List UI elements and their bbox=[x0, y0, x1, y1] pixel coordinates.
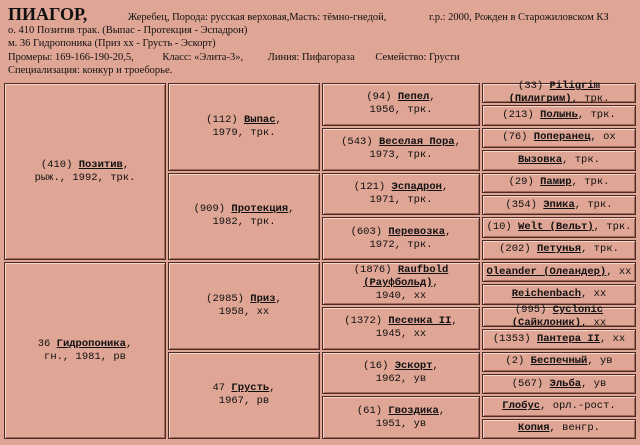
ancestor-name: Памир bbox=[540, 176, 572, 189]
ancestor-id: (76) bbox=[502, 131, 528, 144]
ancestor-name: Копия bbox=[518, 422, 550, 435]
ancestor-id: (543) bbox=[341, 136, 373, 149]
ancestor-id: (995) bbox=[514, 303, 547, 316]
horse-breed-info: Жеребец, Порода: русская верховая,Масть: тёмно-гнедой, bbox=[127, 12, 387, 23]
ancestor-name: Беспечный bbox=[530, 355, 588, 368]
ancestor-id: (33) bbox=[518, 80, 544, 93]
ancestor-id: (410) bbox=[40, 158, 73, 171]
specialization: Специализация: конкур и троеборье. bbox=[8, 65, 173, 77]
ancestor-gen3-2[interactable] bbox=[322, 173, 480, 216]
ancestor-id: (16) bbox=[363, 359, 389, 372]
ancestor-info: , ох bbox=[590, 131, 616, 144]
name-suffix: , bbox=[432, 359, 439, 372]
ancestor-info: 1962, ув bbox=[375, 372, 427, 385]
ancestor-name: Приз bbox=[250, 292, 276, 305]
ancestor-info: 1971, трк. bbox=[369, 193, 433, 206]
pedigree-header bbox=[8, 4, 636, 78]
ancestor-info: , ув bbox=[587, 355, 613, 368]
ancestor-name: Глобус bbox=[502, 399, 541, 412]
ancestor-info: 1956, трк. bbox=[369, 104, 433, 117]
ancestor-info: , трк. bbox=[562, 153, 600, 166]
ancestor-gen2-2[interactable] bbox=[168, 262, 320, 350]
ancestor-info: , трк. bbox=[571, 93, 610, 106]
ancestor-info: 1940, хх bbox=[375, 289, 427, 302]
ancestor-info: , трк. bbox=[581, 243, 619, 256]
ancestor-info: 1958, хх bbox=[218, 305, 270, 318]
ancestor-id: (29) bbox=[508, 176, 534, 189]
name-suffix: , bbox=[432, 276, 439, 289]
ancestor-info: 1973, трк. bbox=[369, 149, 433, 162]
ancestor-info: гн., 1981, рв bbox=[44, 350, 126, 363]
ancestor-gen3-6[interactable] bbox=[322, 352, 480, 395]
ancestor-name: Oleander (Олеандер) bbox=[486, 265, 607, 278]
name-suffix: , bbox=[445, 225, 452, 238]
ancestor-gen2-0[interactable] bbox=[168, 83, 320, 171]
ancestor-name: Перевозка bbox=[388, 225, 446, 238]
ancestor-gen3-5[interactable] bbox=[322, 307, 480, 350]
ancestor-name: Эпика bbox=[543, 198, 575, 211]
ancestor-name: Грусть bbox=[231, 382, 270, 395]
ancestor-name: Эскорт bbox=[394, 359, 433, 372]
ancestor-id: (94) bbox=[366, 91, 392, 104]
ancestor-id: (202) bbox=[499, 243, 531, 256]
ancestor-name: Гвоздика bbox=[388, 404, 439, 417]
ancestor-gen3-7[interactable] bbox=[322, 396, 480, 439]
ancestor-gen3-3[interactable] bbox=[322, 217, 480, 260]
name-suffix: , bbox=[122, 158, 130, 171]
name-suffix: , bbox=[429, 91, 436, 104]
ancestor-id: (567) bbox=[511, 377, 544, 390]
ancestor-gen3-0[interactable] bbox=[322, 83, 480, 126]
family-label: Семейство: Грусти bbox=[375, 51, 460, 63]
horse-name: ПИАГОР, bbox=[8, 4, 88, 24]
ancestor-info: , хх bbox=[599, 332, 626, 345]
ancestor-info: 1945, хх bbox=[375, 328, 427, 341]
ancestor-gen4-1[interactable] bbox=[482, 105, 636, 125]
ancestor-name: Поперанец bbox=[533, 131, 591, 144]
lineage-label: Линия: Пифагораза bbox=[267, 51, 355, 63]
class-label: Класс: «Элита-3», bbox=[162, 51, 244, 63]
ancestor-id: (603) bbox=[350, 225, 383, 238]
ancestor-name: Вызовка bbox=[518, 153, 563, 166]
ancestor-gen4-15[interactable] bbox=[482, 419, 636, 439]
ancestor-gen4-12[interactable] bbox=[482, 352, 636, 372]
ancestor-info: , трк. bbox=[571, 176, 610, 189]
ancestor-name: Raufbold (Рауфбольд) bbox=[363, 263, 449, 289]
ancestor-gen4-14[interactable] bbox=[482, 396, 636, 416]
ancestor-info: 1979, трк. bbox=[212, 126, 276, 139]
ancestor-gen4-0[interactable] bbox=[482, 80, 636, 106]
ancestor-id: (213) bbox=[502, 109, 534, 122]
sire-line: о. 410 Позитив трак. (Выпас - Протекция - Эспадрон) bbox=[8, 25, 248, 36]
ancestor-gen4-5[interactable] bbox=[482, 195, 636, 215]
ancestor-name: Эспадрон bbox=[391, 180, 442, 193]
ancestor-id: (121) bbox=[353, 180, 386, 193]
name-suffix: , bbox=[269, 382, 276, 395]
ancestor-id: (1876) bbox=[353, 263, 392, 276]
ancestor-id: (354) bbox=[505, 198, 537, 211]
name-suffix: , bbox=[451, 315, 458, 328]
ancestor-name: Welt (Вельт) bbox=[518, 220, 594, 233]
ancestor-name: Песенка II bbox=[388, 315, 452, 328]
ancestor-gen4-2[interactable] bbox=[482, 128, 636, 148]
ancestor-name: Веселая Пора bbox=[378, 136, 455, 149]
ancestor-gen4-13[interactable] bbox=[482, 374, 636, 394]
ancestor-name: Полынь bbox=[540, 109, 578, 122]
ancestor-id: (2) bbox=[505, 355, 525, 368]
ancestor-info: 1951, ув bbox=[375, 417, 427, 430]
ancestor-name: Пантера II bbox=[536, 332, 600, 345]
name-suffix: , bbox=[125, 337, 133, 350]
ancestor-gen4-4[interactable] bbox=[482, 173, 636, 193]
ancestor-gen4-3[interactable] bbox=[482, 150, 636, 170]
ancestor-info: , венгр. bbox=[549, 422, 600, 435]
ancestor-info: , трк. bbox=[574, 198, 613, 211]
name-suffix: , bbox=[441, 180, 449, 193]
ancestor-name: Петунья bbox=[536, 243, 582, 256]
ancestor-gen4-6[interactable] bbox=[482, 217, 636, 237]
ancestor-info: , ув bbox=[581, 377, 607, 390]
ancestor-id: (2985) bbox=[206, 292, 244, 305]
ancestor-name: Пепел bbox=[397, 91, 430, 104]
ancestor-gen2-1[interactable] bbox=[168, 173, 320, 261]
ancestor-info: , трк. bbox=[593, 220, 632, 233]
ancestor-id: (1372) bbox=[344, 315, 383, 328]
ancestor-gen3-4[interactable] bbox=[322, 262, 480, 305]
ancestor-name: Reichenbach bbox=[511, 288, 582, 301]
ancestor-id: 36 bbox=[37, 337, 51, 350]
ancestor-name: Позитив bbox=[78, 158, 123, 171]
measurements: Промеры: 169-166-190-20,5, bbox=[8, 51, 134, 63]
name-suffix: , bbox=[288, 203, 295, 216]
ancestor-info: , хх bbox=[581, 316, 607, 329]
ancestor-gen2-3[interactable] bbox=[168, 352, 320, 440]
ancestor-gen3-1[interactable] bbox=[322, 128, 480, 171]
ancestor-name: Гидропоника bbox=[56, 337, 126, 350]
ancestor-gen4-11[interactable] bbox=[482, 329, 636, 349]
dam-line: м. 36 Гидропоника (Приз хх - Грусть - Эскорт) bbox=[8, 38, 216, 50]
ancestor-info: , орл.-рост. bbox=[540, 399, 616, 412]
ancestor-info: рыж., 1992, трк. bbox=[34, 171, 136, 184]
ancestor-info: , хх bbox=[581, 288, 607, 301]
ancestor-gen4-8[interactable] bbox=[482, 262, 636, 282]
ancestor-id: (10) bbox=[486, 220, 512, 233]
ancestor-gen4-9[interactable] bbox=[482, 284, 636, 304]
ancestor-name: Cyclonic (Сайклоник) bbox=[511, 303, 604, 329]
name-suffix: , bbox=[454, 136, 461, 149]
pedigree-table bbox=[4, 82, 636, 440]
ancestor-info: , трк. bbox=[577, 109, 616, 122]
name-suffix: , bbox=[275, 113, 282, 126]
ancestor-id: (1353) bbox=[492, 332, 531, 345]
ancestor-name: Piligrim (Пилигрим) bbox=[508, 80, 600, 106]
ancestor-name: Протекция bbox=[231, 203, 289, 216]
ancestor-name: Эльба bbox=[549, 377, 582, 390]
ancestor-name: Выпас bbox=[244, 113, 276, 126]
ancestor-gen1-0[interactable] bbox=[4, 83, 166, 260]
ancestor-id: (112) bbox=[206, 113, 238, 126]
ancestor-info: 1982, трк. bbox=[212, 216, 276, 229]
ancestor-id: (909) bbox=[193, 203, 226, 216]
ancestor-gen4-7[interactable] bbox=[482, 240, 636, 260]
ancestor-id: (61) bbox=[356, 404, 383, 417]
ancestor-id: 47 bbox=[212, 382, 226, 395]
name-suffix: , bbox=[275, 292, 282, 305]
ancestor-info: 1967, рв bbox=[218, 395, 270, 408]
ancestor-gen1-1[interactable] bbox=[4, 262, 166, 439]
name-suffix: , bbox=[438, 404, 446, 417]
ancestor-info: , хх bbox=[606, 265, 632, 278]
horse-birth-info: г.р.: 2000, Рожден в Старожиловском КЗ bbox=[428, 12, 609, 23]
ancestor-info: 1972, трк. bbox=[369, 238, 433, 251]
ancestor-gen4-10[interactable] bbox=[482, 303, 636, 329]
